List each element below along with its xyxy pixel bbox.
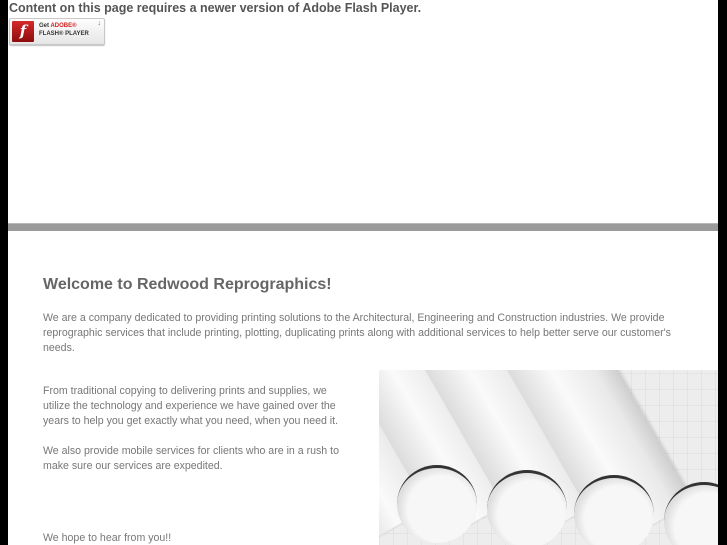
blueprint-roll-end [574, 475, 654, 545]
mobile-services-paragraph: We also provide mobile services for clients who are in a rush to make sure our services are expedited. [43, 445, 339, 472]
flash-logo-icon: f [12, 21, 34, 42]
get-adobe-label [39, 23, 77, 29]
adobe-label: ADOBE® [50, 23, 77, 29]
services-paragraph: From traditional copying to delivering prints and supplies, we utilize the technology and experience we have gained over the years to help you get exactly what you need, when you need it. [43, 385, 339, 427]
blueprints-image [379, 370, 718, 545]
page-title: Welcome to Redwood Reprographics! [43, 276, 332, 293]
flash-player-label: FLASH® PLAYER [39, 31, 89, 37]
closing-text: We hope to hear from you!! [43, 532, 172, 544]
header-divider [8, 223, 718, 231]
download-arrow-icon: ↓ [97, 20, 101, 27]
get-flash-player-button[interactable] [9, 18, 105, 45]
page [8, 0, 718, 545]
intro-paragraph: We are a company dedicated to providing printing solutions to the Architectural, Engineering and Construction industries. We provide reprographic services that include printing, plotting, duplicating prints along with additional services to help better serve our customer's needs. [43, 312, 671, 354]
get-label: Get [39, 23, 50, 29]
flash-required-message: Content on this page requires a newer version of Adobe Flash Player. [9, 1, 422, 15]
blueprint-roll-end [397, 465, 477, 543]
services-text [43, 384, 343, 489]
blueprint-roll-end [487, 470, 567, 545]
